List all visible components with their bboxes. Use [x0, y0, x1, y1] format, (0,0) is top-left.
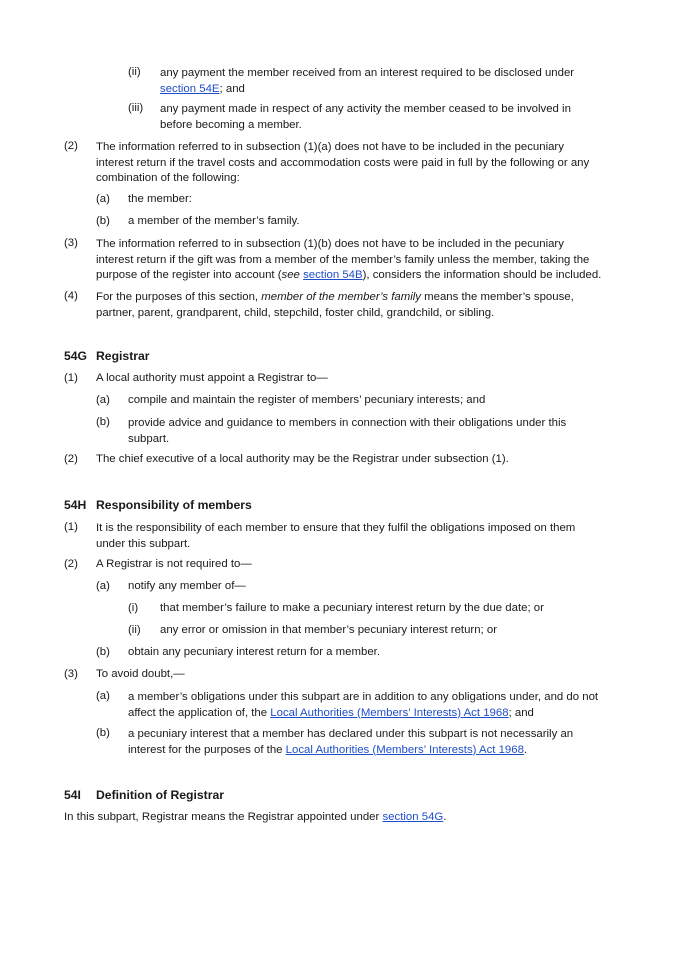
paragraph: a member’s obligations under this subpart are in addition to any obligations under, and do not affect the application of, the Local Authorities (Members’ Interests) Act 1968; and [128, 691, 599, 719]
section-54e-link[interactable]: section 54E [160, 82, 220, 95]
item-text: notify any member of— [128, 580, 246, 592]
local-authorities-act-link[interactable]: Local Authorities (Members’ Interests) Act 1968 [285, 743, 524, 756]
paragraph: For the purposes of this section, member of the member’s family means the member’s spouse, partner, parent, grandparent, child, stepchild, foster child, grandchild, or sibling. [96, 291, 574, 319]
item-number: (b) [96, 215, 110, 227]
paragraph: provide advice and guidance to members in connection with their obligations under this subpart. [128, 417, 567, 445]
paragraph: A local authority must appoint a Registrar to— [96, 372, 328, 384]
item-number: (b) [96, 416, 110, 428]
paragraph: The information referred to in subsection (1)(a) does not have to be included in the pecuniary interest return if the travel costs and accommodation costs were paid in full by the following or any combination of the following: [96, 141, 590, 184]
section-heading: Registrar [96, 349, 150, 363]
subsection-number: (1) [64, 521, 78, 533]
item-text: compile and maintain the register of members’ pecuniary interests; and [128, 394, 486, 406]
section-number: 54G [64, 349, 88, 363]
item-text: a member of the member’s family. [128, 215, 300, 227]
item-text: the member: [128, 193, 192, 205]
section-54g-link[interactable]: section 54G [382, 811, 444, 823]
item-number: (a) [96, 580, 110, 592]
local-authorities-act-link[interactable]: Local Authorities (Members’ Interests) Act 1968 [270, 706, 509, 719]
subsection-number: (4) [64, 290, 78, 302]
section-heading: Responsibility of members [96, 498, 252, 512]
item-number: (ii) [128, 66, 141, 78]
item-text: obtain any pecuniary interest return for a member. [128, 646, 380, 658]
subsection-number: (2) [64, 453, 78, 465]
subsection-number: (2) [64, 140, 78, 152]
paragraph: In this subpart, Registrar means the Registrar appointed under section 54G. [64, 811, 447, 823]
item-text: any error or omission in that member’s pecuniary interest return; or [160, 624, 498, 636]
paragraph: any payment made in respect of any activity the member ceased to be involved in before becoming a member. [160, 103, 571, 131]
item-text: that member’s failure to make a pecuniary interest return by the due date; or [160, 602, 544, 614]
paragraph: To avoid doubt,— [96, 668, 185, 680]
subsection-number: (3) [64, 668, 78, 680]
paragraph: any payment the member received from an interest required to be disclosed under section 54E; and [160, 67, 575, 95]
section-number: 54H [64, 498, 87, 512]
item-number: (ii) [128, 624, 141, 636]
item-number: (i) [128, 602, 139, 614]
subsection-number: (1) [64, 372, 78, 384]
item-number: (b) [96, 646, 110, 658]
item-number: (a) [96, 193, 110, 205]
item-number: (a) [96, 690, 110, 702]
section-number: 54I [64, 788, 81, 802]
paragraph: A Registrar is not required to— [96, 558, 252, 570]
paragraph: The chief executive of a local authority may be the Registrar under subsection (1). [96, 453, 509, 465]
paragraph: It is the responsibility of each member to ensure that they fulfil the obligations imposed on them under this subpart. [96, 522, 576, 550]
item-number: (iii) [128, 102, 144, 114]
paragraph: a pecuniary interest that a member has declared under this subpart is not necessarily an interest for the purposes of the Local Authorities (Members’ Interests) Act 1968. [128, 728, 574, 756]
subsection-number: (3) [64, 237, 78, 249]
section-54b-link[interactable]: section 54B [303, 269, 363, 281]
item-number: (b) [96, 727, 110, 739]
item-number: (a) [96, 394, 110, 406]
section-heading: Definition of Registrar [96, 788, 224, 802]
paragraph: The information referred to in subsection (1)(b) does not have to be included in the pecuniary interest return if the gift was from a member of the member’s family unless the member, taking the purpose of the register into account (see section 54B), considers the information should be included. [96, 238, 602, 281]
subsection-number: (2) [64, 558, 78, 570]
